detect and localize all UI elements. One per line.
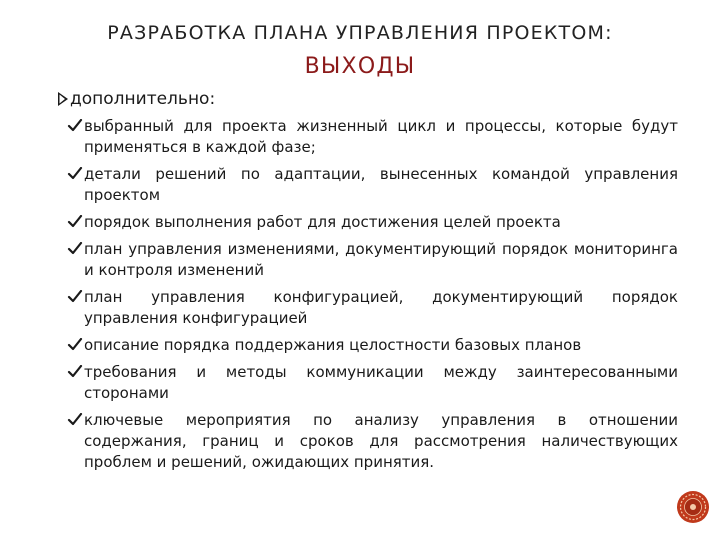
list-item <box>66 335 678 356</box>
arrow-bullet-icon <box>58 92 68 106</box>
checkmark-icon <box>66 215 84 228</box>
list-item-text: план управления изменениями, документирующий порядок мониторинга и контроля изменений <box>84 240 678 279</box>
section-label: дополнительно: <box>70 89 216 109</box>
list-item-text: детали решений по адаптации, вынесенных командой управления проектом <box>84 165 678 204</box>
list-item-text: порядок выполнения работ для достижения целей проекта <box>84 213 561 231</box>
emblem-icon <box>676 490 710 524</box>
title-main: РАЗРАБОТКА ПЛАНА УПРАВЛЕНИЯ ПРОЕКТОМ: <box>107 22 613 44</box>
list-item <box>66 164 678 206</box>
list-item-text: ключевые мероприятия по анализу управления в отношении содержания, границ и сроков для рассмотрения наличествующих проблем и решений, ожидающих принятия. <box>84 411 678 471</box>
section-heading <box>58 88 678 110</box>
list-item <box>66 116 678 158</box>
list-item <box>66 287 678 329</box>
slide-title <box>0 20 720 82</box>
list-item-text: описание порядка поддержания целостности базовых планов <box>84 336 582 354</box>
list-item <box>66 239 678 281</box>
checkmark-icon <box>66 242 84 255</box>
list-item <box>66 212 678 233</box>
list-item <box>66 362 678 404</box>
checkmark-icon <box>66 119 84 132</box>
checkmark-icon <box>66 365 84 378</box>
list-item-text: план управления конфигурацией, документирующий порядок управления конфигурацией <box>84 288 678 327</box>
list-item <box>66 410 678 473</box>
checkmark-icon <box>66 413 84 426</box>
list-item-text: требования и методы коммуникации между заинтересованными сторонами <box>84 363 678 402</box>
checkmark-icon <box>66 167 84 180</box>
title-accent: ВЫХОДЫ <box>304 54 416 79</box>
bullet-list <box>58 116 678 473</box>
list-item-text: выбранный для проекта жизненный цикл и процессы, которые будут применяться в каждой фазе; <box>84 117 678 156</box>
checkmark-icon <box>66 338 84 351</box>
checkmark-icon <box>66 290 84 303</box>
content-area <box>58 88 678 479</box>
